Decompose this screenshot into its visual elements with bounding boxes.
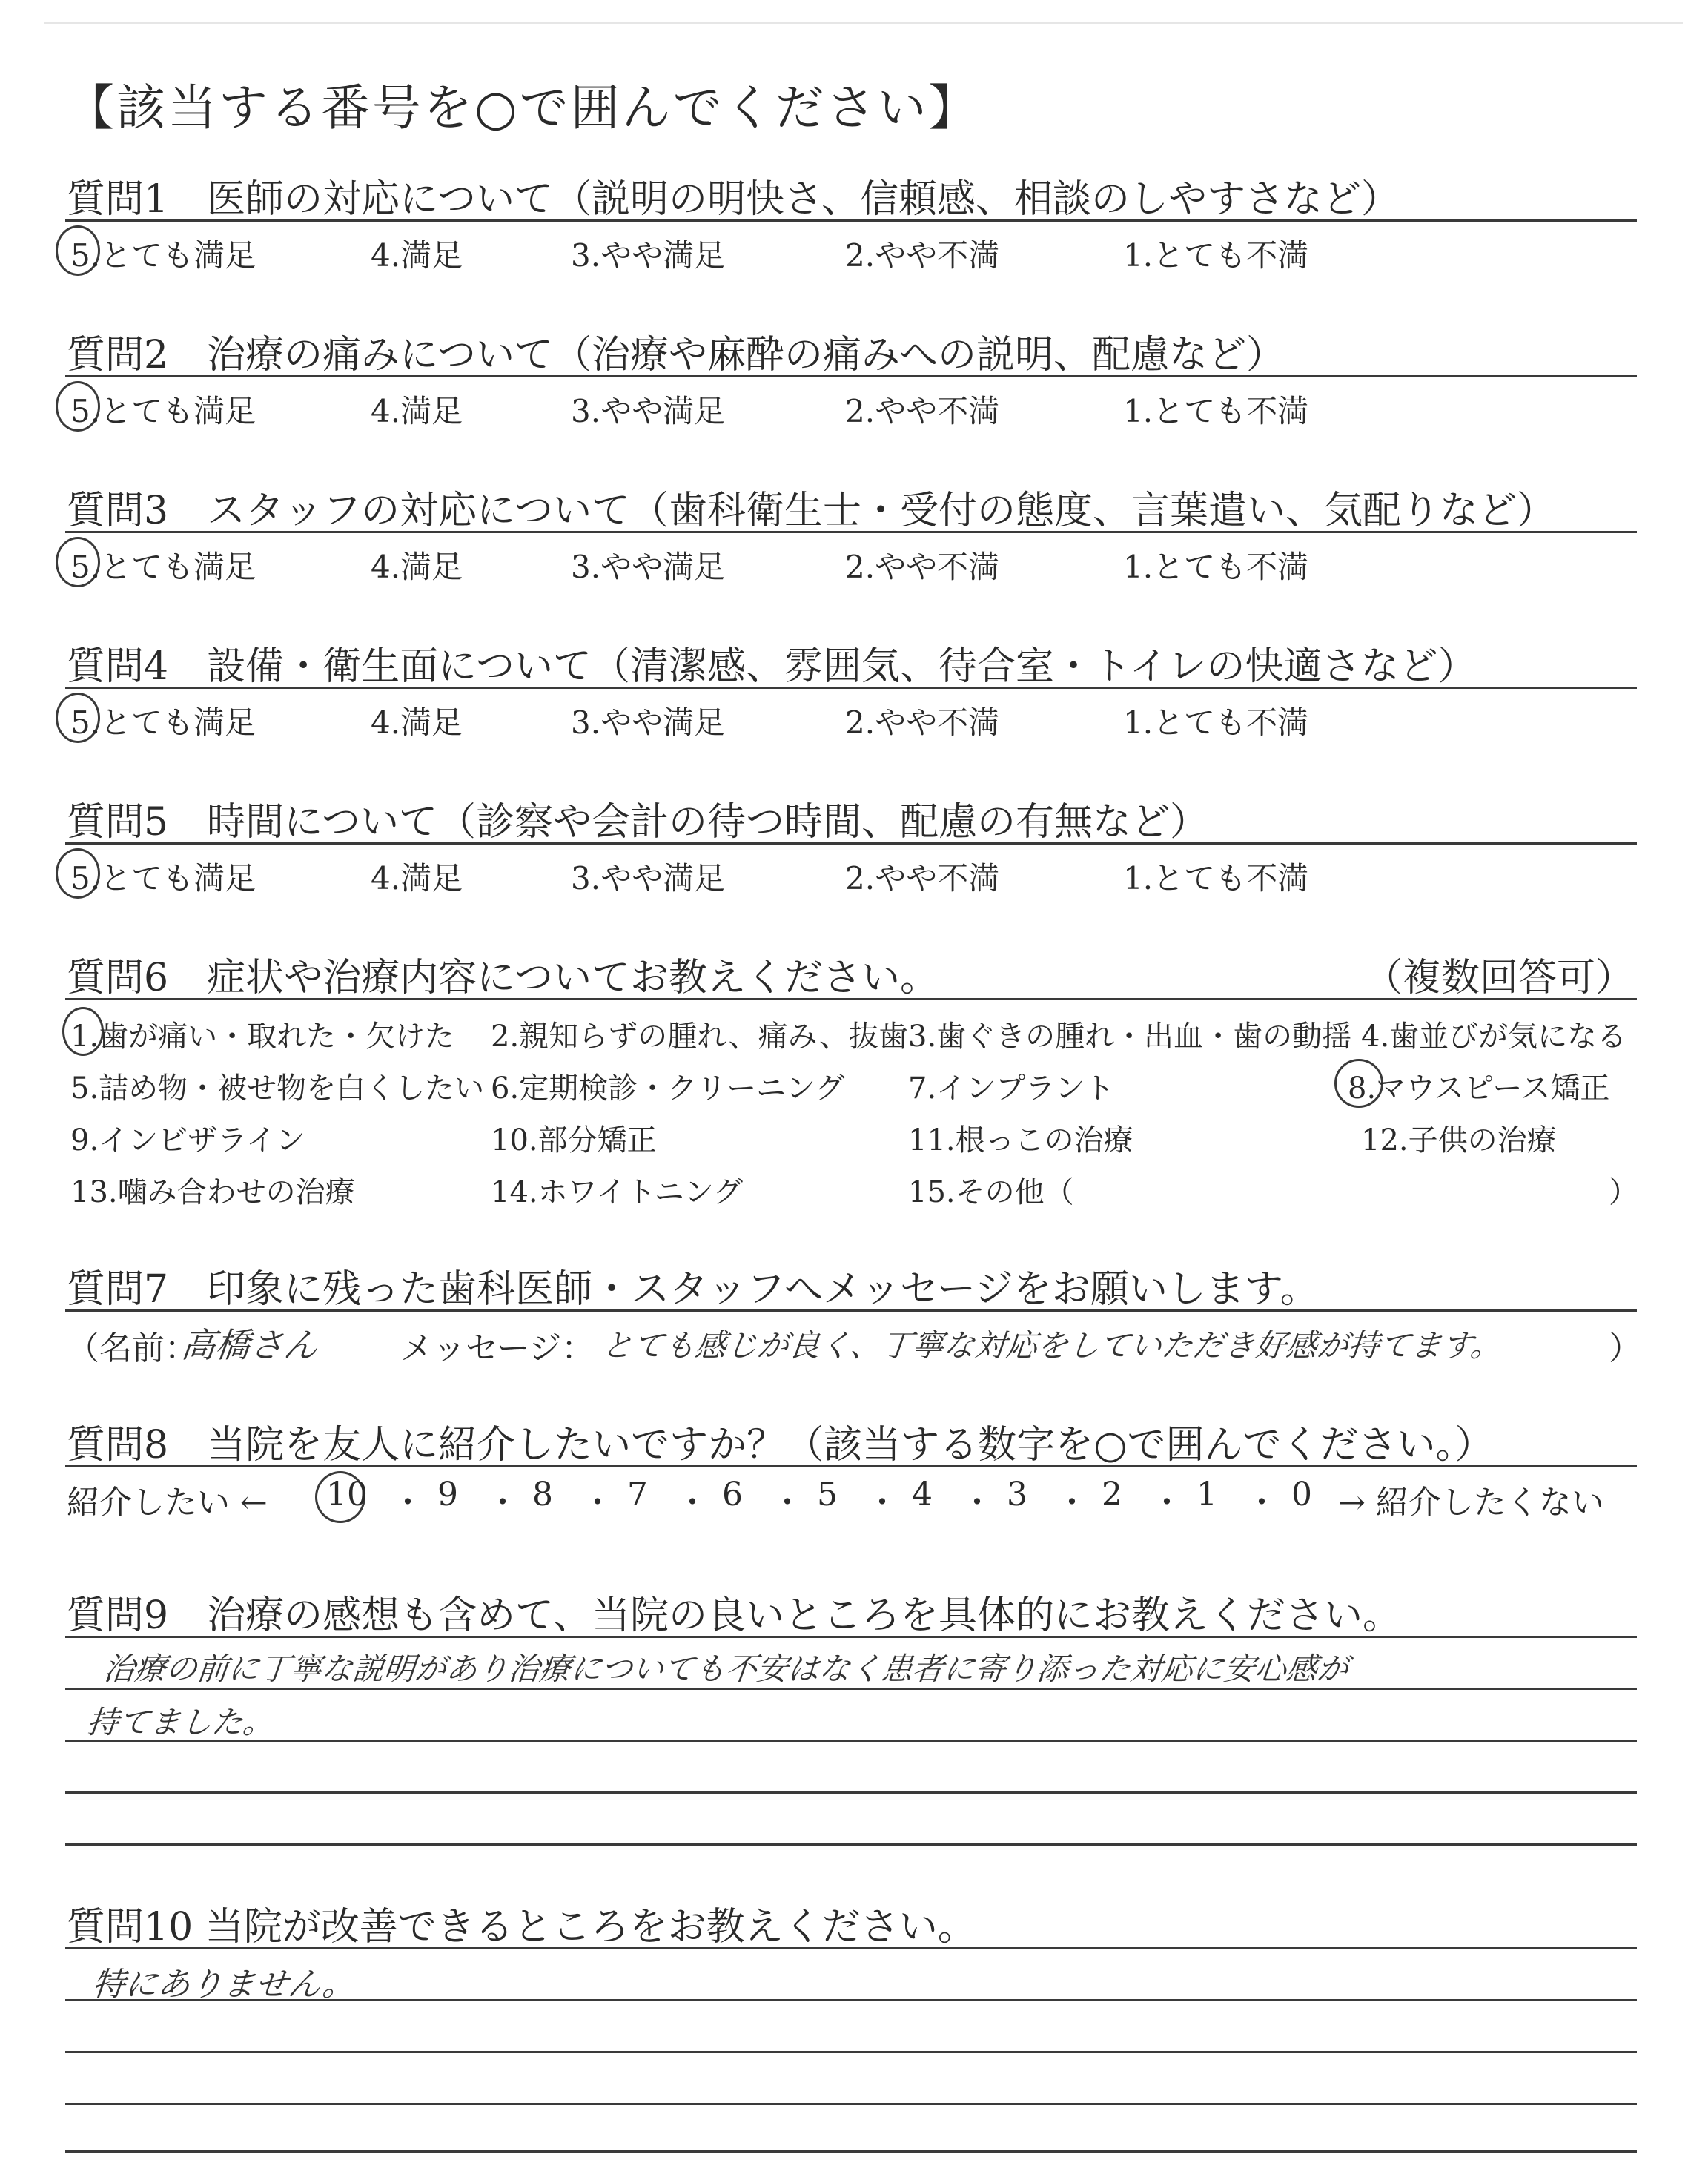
- q8-scale-2[interactable]: 2: [1102, 1476, 1122, 1513]
- q6-item-14[interactable]: 14.ホワイトニング: [491, 1175, 744, 1209]
- q10-answer-rule: [65, 1999, 1637, 2001]
- q2-option-3[interactable]: 3.やや満足: [571, 393, 726, 429]
- question-6-note: （複数回答可）: [1364, 956, 1635, 1000]
- q8-scale-dot: ・: [1056, 1484, 1088, 1522]
- question-4-rule: [65, 687, 1637, 689]
- q4-option-1[interactable]: 1.とても不満: [1123, 704, 1309, 741]
- question-8-title: 質問8 当院を友人に紹介したいですか？（該当する数字を○で囲んでください。）: [67, 1423, 1494, 1467]
- q8-scale-7[interactable]: 7: [627, 1476, 648, 1513]
- q8-right-label: → 紹介したくない: [1338, 1484, 1604, 1522]
- q8-scale-dot: ・: [1245, 1484, 1278, 1522]
- q8-scale-6[interactable]: 6: [722, 1476, 743, 1513]
- q5-option-1[interactable]: 1.とても不満: [1123, 860, 1309, 896]
- q6-item-9[interactable]: 9.インビザライン: [70, 1123, 305, 1157]
- question-1-title: 質問1 医師の対応について（説明の明快さ、信頼感、相談のしやすさなど）: [67, 177, 1400, 222]
- q6-item-12[interactable]: 12.子供の治療: [1361, 1123, 1557, 1157]
- question-2-rule: [65, 375, 1637, 377]
- q7-message-value[interactable]: とても感じが良く、丁寧な対応をしていただき好感が持てます。: [600, 1327, 1504, 1364]
- top-border: [44, 22, 1683, 24]
- q8-scale-10[interactable]: 10: [326, 1476, 368, 1513]
- q5-option-2[interactable]: 2.やや不満: [845, 860, 1000, 896]
- q8-scale-9[interactable]: 9: [437, 1476, 458, 1513]
- q8-scale-4[interactable]: 4: [912, 1476, 933, 1513]
- q4-option-2[interactable]: 2.やや不満: [845, 704, 1000, 741]
- q6-item-4[interactable]: 4.歯並びが気になる: [1361, 1020, 1627, 1054]
- question-6-title: 質問6 症状や治療内容についてお教えください。: [67, 956, 939, 1000]
- q8-scale-dot: ・: [486, 1484, 519, 1522]
- question-9-rule: [65, 1636, 1637, 1638]
- q3-option-5[interactable]: 5.とても満足: [70, 549, 256, 585]
- q1-option-5[interactable]: 5.とても満足: [70, 237, 256, 274]
- q4-option-5[interactable]: 5.とても満足: [70, 704, 256, 741]
- q5-option-4[interactable]: 4.満足: [371, 860, 463, 896]
- q7-message-label: メッセージ：: [400, 1330, 595, 1367]
- q2-option-5[interactable]: 5.とても満足: [70, 393, 256, 429]
- q6-item-3[interactable]: 3.歯ぐきの腫れ・出血・歯の動揺: [908, 1020, 1352, 1054]
- q8-scale-dot: ・: [676, 1484, 709, 1522]
- question-8-rule: [65, 1465, 1637, 1467]
- q6-item-8[interactable]: 8.マウスピース矯正: [1348, 1071, 1610, 1106]
- q5-option-3[interactable]: 3.やや満足: [571, 860, 726, 896]
- question-2-title: 質問2 治療の痛みについて（治療や麻酔の痛みへの説明、配慮など）: [67, 333, 1285, 377]
- question-10-rule: [65, 1947, 1637, 1949]
- q1-option-3[interactable]: 3.やや満足: [571, 237, 726, 274]
- q6-item-1[interactable]: 1.歯が痛い・取れた・欠けた: [70, 1020, 455, 1054]
- q6-item-10[interactable]: 10.部分矯正: [491, 1123, 657, 1157]
- q9-answer-line-1[interactable]: 治療の前に丁寧な説明があり治療についても不安はなく患者に寄り添った対応に安心感が: [102, 1651, 1351, 1687]
- q7-close-paren: ）: [1609, 1330, 1641, 1367]
- q1-option-1[interactable]: 1.とても不満: [1123, 237, 1309, 274]
- q6-item-15-close: ）: [1609, 1175, 1638, 1209]
- q3-option-2[interactable]: 2.やや不満: [845, 549, 1000, 585]
- q3-option-4[interactable]: 4.満足: [371, 549, 463, 585]
- q8-scale-5[interactable]: 5: [817, 1476, 838, 1513]
- q6-item-2[interactable]: 2.親知らずの腫れ、痛み、抜歯: [491, 1020, 908, 1054]
- q2-option-1[interactable]: 1.とても不満: [1123, 393, 1309, 429]
- q9-answer-rule: [65, 1688, 1637, 1690]
- q8-scale-8[interactable]: 8: [532, 1476, 553, 1513]
- q6-item-13[interactable]: 13.噛み合わせの治療: [70, 1175, 355, 1209]
- question-6-rule: [65, 998, 1637, 1000]
- q4-option-3[interactable]: 3.やや満足: [571, 704, 726, 741]
- q3-option-1[interactable]: 1.とても不満: [1123, 549, 1309, 585]
- question-7-rule: [65, 1309, 1637, 1312]
- q10-answer-rule: [65, 2103, 1637, 2105]
- q1-option-2[interactable]: 2.やや不満: [845, 237, 1000, 274]
- q8-scale-1[interactable]: 1: [1196, 1476, 1217, 1513]
- q8-scale-dot: ・: [961, 1484, 993, 1522]
- question-3-title: 質問3 スタッフの対応について（歯科衛生士・受付の態度、言葉遣い、気配りなど）: [67, 489, 1556, 533]
- q6-item-7[interactable]: 7.インプラント: [908, 1071, 1115, 1106]
- q9-answer-rule: [65, 1740, 1637, 1742]
- q4-option-4[interactable]: 4.満足: [371, 704, 463, 741]
- q3-option-3[interactable]: 3.やや満足: [571, 549, 726, 585]
- q9-answer-rule: [65, 1791, 1637, 1794]
- q9-answer-rule: [65, 1843, 1637, 1846]
- q6-item-5[interactable]: 5.詰め物・被せ物を白くしたい: [70, 1071, 485, 1106]
- q2-option-2[interactable]: 2.やや不満: [845, 393, 1000, 429]
- question-9-title: 質問9 治療の感想も含めて、当院の良いところを具体的にお教えください。: [67, 1593, 1402, 1638]
- q8-scale-dot: ・: [866, 1484, 898, 1522]
- q6-item-11[interactable]: 11.根っこの治療: [908, 1123, 1133, 1157]
- question-1-rule: [65, 219, 1637, 222]
- q8-scale-3[interactable]: 3: [1007, 1476, 1027, 1513]
- page-title: 【該当する番号を○で囲んでください】: [65, 79, 980, 136]
- question-3-rule: [65, 531, 1637, 533]
- q10-answer-line-1[interactable]: 特にありません。: [90, 1966, 357, 2004]
- q7-name-value[interactable]: 高橋さん: [179, 1325, 320, 1365]
- q6-item-6[interactable]: 6.定期検診・クリーニング: [491, 1071, 845, 1106]
- q10-answer-rule: [65, 2051, 1637, 2053]
- question-10-title: 質問10 当院が改善できるところをお教えください。: [67, 1905, 976, 1949]
- q7-name-label: （名前：: [67, 1330, 197, 1367]
- q9-answer-line-2[interactable]: 持てました。: [85, 1704, 277, 1740]
- q8-scale-0[interactable]: 0: [1291, 1476, 1312, 1513]
- question-7-title: 質問7 印象に残った歯科医師・スタッフへメッセージをお願いします。: [67, 1267, 1319, 1312]
- question-5-title: 質問5 時間について（診察や会計の待つ時間、配慮の有無など）: [67, 800, 1209, 845]
- q8-scale-dot: ・: [1151, 1484, 1183, 1522]
- question-5-rule: [65, 842, 1637, 845]
- q1-option-4[interactable]: 4.満足: [371, 237, 463, 274]
- q8-scale-dot: ・: [581, 1484, 614, 1522]
- q8-left-label: 紹介したい ←: [67, 1484, 268, 1522]
- q6-item-15[interactable]: 15.その他（: [908, 1175, 1074, 1209]
- q8-scale-dot: ・: [771, 1484, 804, 1522]
- q10-answer-rule: [65, 2150, 1637, 2153]
- q5-option-5[interactable]: 5.とても満足: [70, 860, 256, 896]
- q8-scale-dot: ・: [391, 1484, 424, 1522]
- question-4-title: 質問4 設備・衛生面について（清潔感、雰囲気、待合室・トイレの快適さなど）: [67, 644, 1477, 689]
- q2-option-4[interactable]: 4.満足: [371, 393, 463, 429]
